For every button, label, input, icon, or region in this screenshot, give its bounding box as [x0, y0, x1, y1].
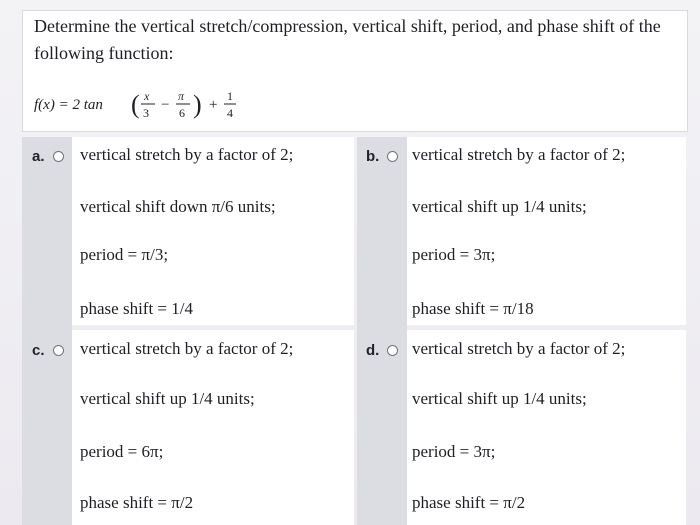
- option-c-line-3: period = 6π;: [80, 442, 164, 461]
- option-a-radio[interactable]: [53, 151, 64, 162]
- option-a-line-4: phase shift = 1/4: [80, 299, 193, 318]
- option-b-letter: b.: [366, 148, 380, 165]
- formula-frac1-den: 3: [143, 106, 149, 120]
- option-d-line-4: phase shift = π/2: [412, 493, 526, 512]
- option-d-line-3: period = 3π;: [412, 442, 496, 461]
- formula-right-paren: ): [193, 90, 202, 119]
- formula-frac1-num: x: [144, 89, 150, 103]
- formula-left-paren: (: [131, 90, 140, 119]
- option-b-line-4: phase shift = π/18: [412, 299, 534, 318]
- option-c-letter: c.: [32, 342, 45, 359]
- option-a-cell[interactable]: [72, 137, 354, 325]
- question-text: Determine the vertical stretch/compression, vertical shift, period, and phase shift of the following function:: [34, 16, 661, 63]
- option-c-radio[interactable]: [53, 345, 64, 356]
- option-d-letter: d.: [366, 342, 380, 359]
- option-a-line-1: vertical stretch by a factor of 2;: [80, 145, 294, 164]
- option-b-radio[interactable]: [387, 151, 398, 162]
- formula-minus: −: [161, 97, 170, 113]
- formula-frac2-den: 6: [179, 106, 185, 120]
- option-a-letter: a.: [32, 148, 45, 165]
- option-d-line-2: vertical shift up 1/4 units;: [412, 389, 587, 408]
- formula-frac2-num: π: [178, 89, 185, 103]
- option-b-line-3: period = 3π;: [412, 245, 496, 264]
- formula-lhs: f(x) = 2 tan: [34, 97, 103, 113]
- label-column-right: [357, 137, 407, 525]
- option-a-line-2: vertical shift down π/6 units;: [80, 197, 276, 216]
- option-b-cell[interactable]: [407, 137, 686, 325]
- option-d-radio[interactable]: [387, 345, 398, 356]
- answer-options-grid: [22, 137, 686, 525]
- option-c-line-2: vertical shift up 1/4 units;: [80, 389, 255, 408]
- function-formula: [34, 86, 354, 126]
- option-b-line-1: vertical stretch by a factor of 2;: [412, 145, 626, 164]
- formula-frac3-den: 4: [227, 106, 233, 120]
- option-b-line-2: vertical shift up 1/4 units;: [412, 197, 587, 216]
- formula-frac3-num: 1: [227, 89, 233, 103]
- option-d-line-1: vertical stretch by a factor of 2;: [412, 339, 626, 358]
- option-c-line-1: vertical stretch by a factor of 2;: [80, 339, 294, 358]
- option-c-line-4: phase shift = π/2: [80, 493, 194, 512]
- option-a-line-3: period = π/3;: [80, 245, 169, 264]
- formula-plus: +: [209, 97, 218, 113]
- label-column-left: [22, 137, 72, 525]
